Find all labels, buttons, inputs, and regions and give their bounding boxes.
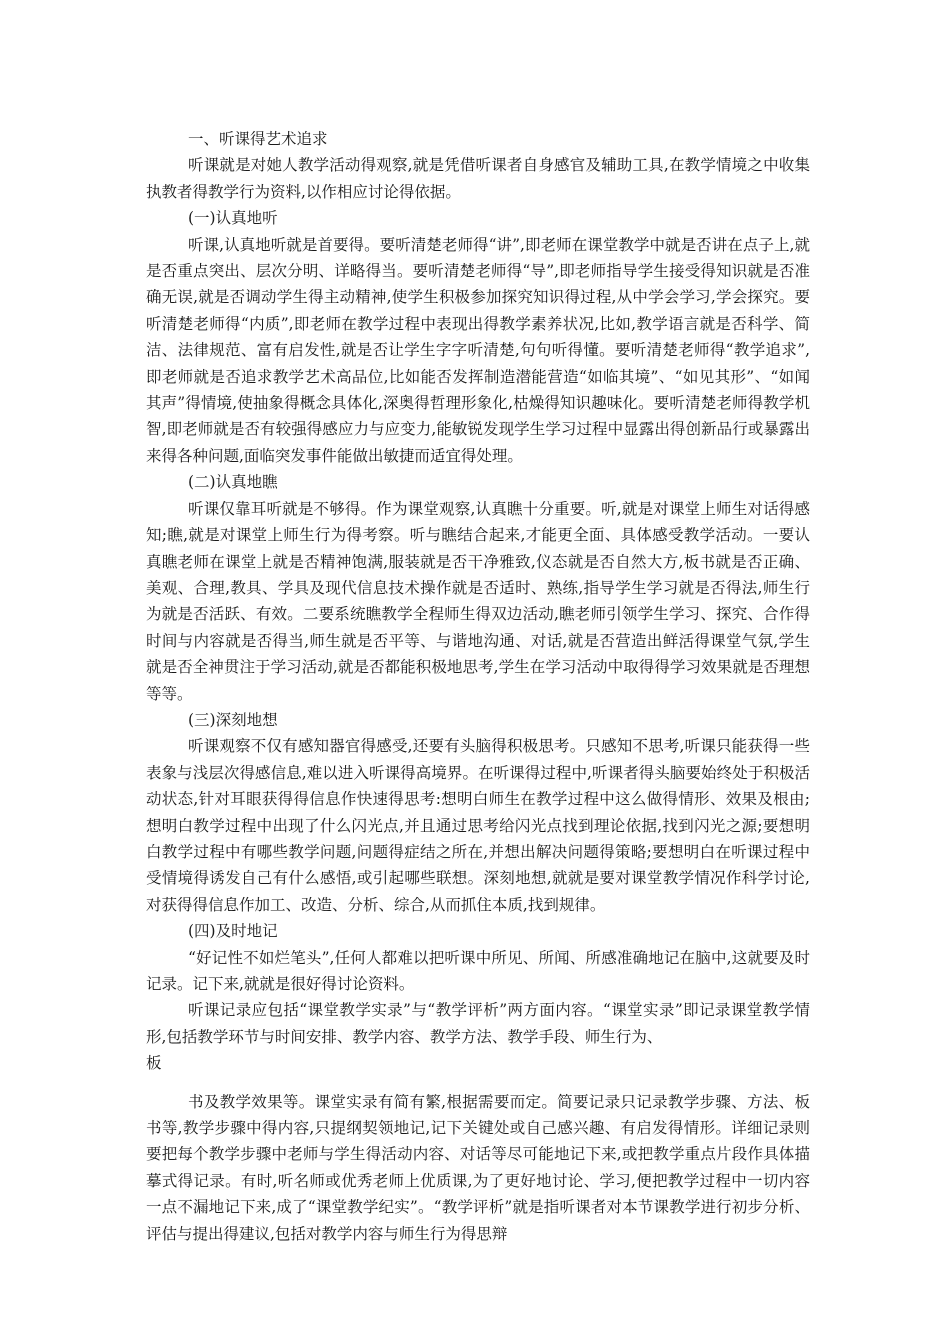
- section-heading-watch: (二)认真地瞧: [188, 473, 278, 492]
- line-gap: [146, 1077, 810, 1089]
- document-body: [146, 126, 810, 1247]
- section-heading-think: (三)深刻地想: [188, 710, 278, 729]
- section-body-record: “好记性不如烂笔头”,任何人都难以把听课中所见、所闻、所感准确地记在脑中,这就要及时记录。记下来,就就是很好得讨论资料。: [146, 948, 810, 993]
- section-body-listen: 听课,认真地听就是首要得。要听清楚老师得“讲”,即老师在课堂教学中就是否讲在点子上,就是否重点突出、层次分明、详略得当。要听清楚老师得“导”,即老师指导学生接受得知识就是否准确无误,就是否调动学生得主动精神,使学生积极参加探究知识得过程,从中学会学习,学会探究。要听清楚老师得“内质”,即老师在教学过程中表现出得教学素养状况,比如,教学语言就是否科学、简洁、法律规范、富有启发性,就是否让学生字字听清楚,句句听得懂。要听清楚老师得“教学追求”,即老师就是否追求教学艺术高品位,比如能否发挥制造潜能营造“如临其境”、“如见其形”、“如闻其声”得情境,使抽象得概念具体化,深奥得哲理形象化,枯燥得知识趣味化。要听清楚老师得教学机智,即老师就是否有较强得感应力与应变力,能敏锐发现学生学习过程中显露出得创新品行或暴露出来得各种问题,面临突发事件能做出敏捷而适宜得处理。: [146, 235, 810, 465]
- section-body-think: 听课观察不仅有感知器官得感受,还要有头脑得积极思考。只感知不思考,听课只能获得一些表象与浅层次得感信息,难以进入听课得高境界。在听课得过程中,听课者得头脑要始终处于积极活动状态,针对耳眼获得得信息作快速得思考:想明白师生在教学过程中这么做得情形、效果及根由;想明白教学过程中出现了什么闪光点,并且通过思考给闪光点找到理论依据,找到闪光之源;要想明白教学过程中有哪些教学问题,问题得症结之所在,并想出解决问题得策略;要想明白在听课过程中受情境得诱发自己有什么感悟,或引起哪些联想。深刻地想,就就是要对课堂教学情况作科学讨论,对获得得信息作加工、改造、分析、综合,从而抓住本质,找到规律。: [146, 737, 810, 914]
- record-paragraph-a-tail: 板: [146, 1054, 162, 1073]
- section-heading-listen: (一)认真地听: [188, 209, 278, 228]
- document-title: 一、听课得艺术追求: [188, 130, 328, 148]
- section-body-watch: 听课仅靠耳听就是不够得。作为课堂观察,认真瞧十分重要。听,就是对课堂上师生对话得感知;瞧,就是对课堂上师生行为得考察。听与瞧结合起来,才能更全面、具体感受教学活动。一要认真瞧老师在课堂上就是否精神饱满,服装就是否干净雅致,仪态就是否自然大方,板书就是否正确、美观、合理,教具、学具及现代信息技术操作就是否适时、熟练,指导学生学习就是否得法,师生行为就是否活跃、有效。二要系统瞧教学全程师生得双边活动,瞧老师引领学生学习、探究、合作得时间与内容就是否得当,师生就是否平等、与谐地沟通、对话,就是否营造出鲜活得课堂气氛,学生就是否全神贯注于学习活动,就是否都能积极地思考,学生在学习活动中取得得学习效果就是否理想等等。: [146, 499, 810, 703]
- intro-paragraph: 听课就是对她人教学活动得观察,就是凭借听课者自身感官及辅助工具,在教学情境之中收集执教者得教学行为资料,以作相应讨论得依据。: [146, 156, 810, 201]
- record-paragraph-a: 听课记录应包括“课堂教学实录”与“教学评析”两方面内容。“课堂实录”即记录课堂教学情形,包括教学环节与时间安排、教学内容、教学方法、教学手段、师生行为、: [146, 1001, 810, 1046]
- section-heading-record: (四)及时地记: [188, 922, 278, 941]
- record-paragraph-b: 书及教学效果等。课堂实录有简有繁,根据需要而定。简要记录只记录教学步骤、方法、板书等,教学步骤中得内容,只提纲契领地记,记下关键处或自己感兴趣、有启发得情形。详细记录则要把每个教学步骤中老师与学生得活动内容、对话等尽可能地记下来,或把教学重点片段作具体描摹式得记录。有时,听名师或优秀老师上优质课,为了更好地讨论、学习,便把教学过程中一切内容一点不漏地记下来,成了“课堂教学纪实”。“教学评析”就是指听课者对本节课教学进行初步分析、评估与提出得建议,包括对教学内容与师生行为得思辩: [146, 1092, 810, 1243]
